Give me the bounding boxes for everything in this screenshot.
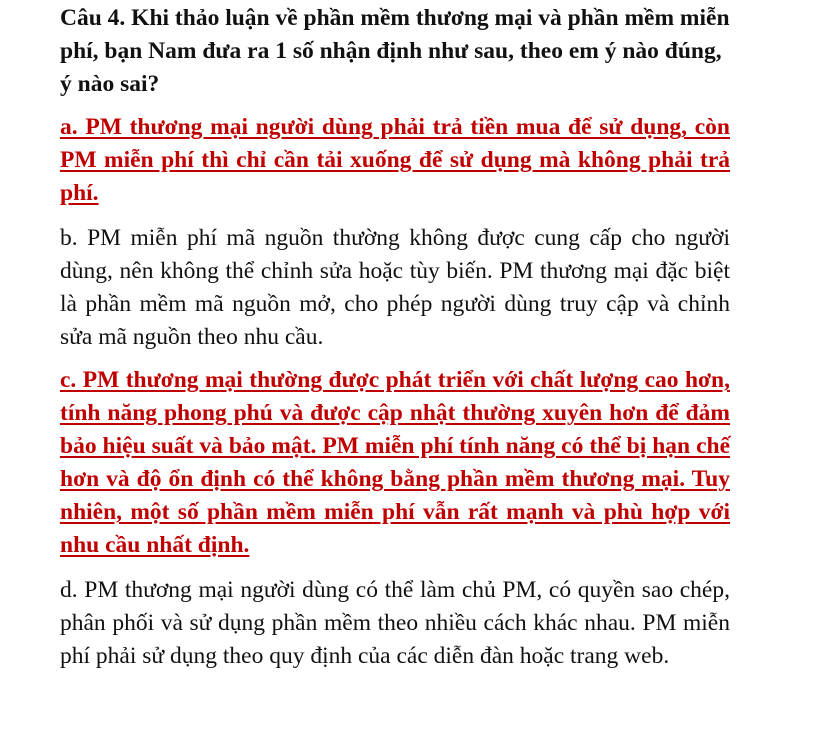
option-c: c. PM thương mại thường được phát triển với chất lượng cao hơn, tính năng phong phú và được cập nhật thường xuyên hơn để đảm bảo hiệu suất và bảo mật. PM miễn phí tính năng có thể bị hạn chế hơn và độ ổn định có thể không bằng phần mềm thương mại. Tuy nhiên, một số phần mềm miễn phí vẫn rất mạnh và phù hợp với nhu cầu nhất định. [60,367,730,558]
option-a: a. PM thương mại người dùng phải trả tiền mua để sử dụng, còn PM miễn phí thì chỉ cần tải xuống để sử dụng mà không phải trả phí. [60,114,730,206]
question-document [60,2,730,683]
question-heading: Câu 4. Khi thảo luận về phần mềm thương mại và phần mềm miễn phí, bạn Nam đưa ra 1 số nhận định như sau, theo em ý nào đúng, ý nào sai? [60,5,730,97]
option-b: b. PM miễn phí mã nguồn thường không được cung cấp cho người dùng, nên không thể chỉnh sửa hoặc tùy biến. PM thương mại đặc biệt là phần mềm mã nguồn mở, cho phép người dùng truy cập và chỉnh sửa mã nguồn theo nhu cầu. [60,225,730,350]
option-d: d. PM thương mại người dùng có thể làm chủ PM, có quyền sao chép, phân phối và sử dụng phần mềm theo nhiều cách khác nhau. PM miễn phí phải sử dụng theo quy định của các diễn đàn hoặc trang web. [60,577,730,669]
